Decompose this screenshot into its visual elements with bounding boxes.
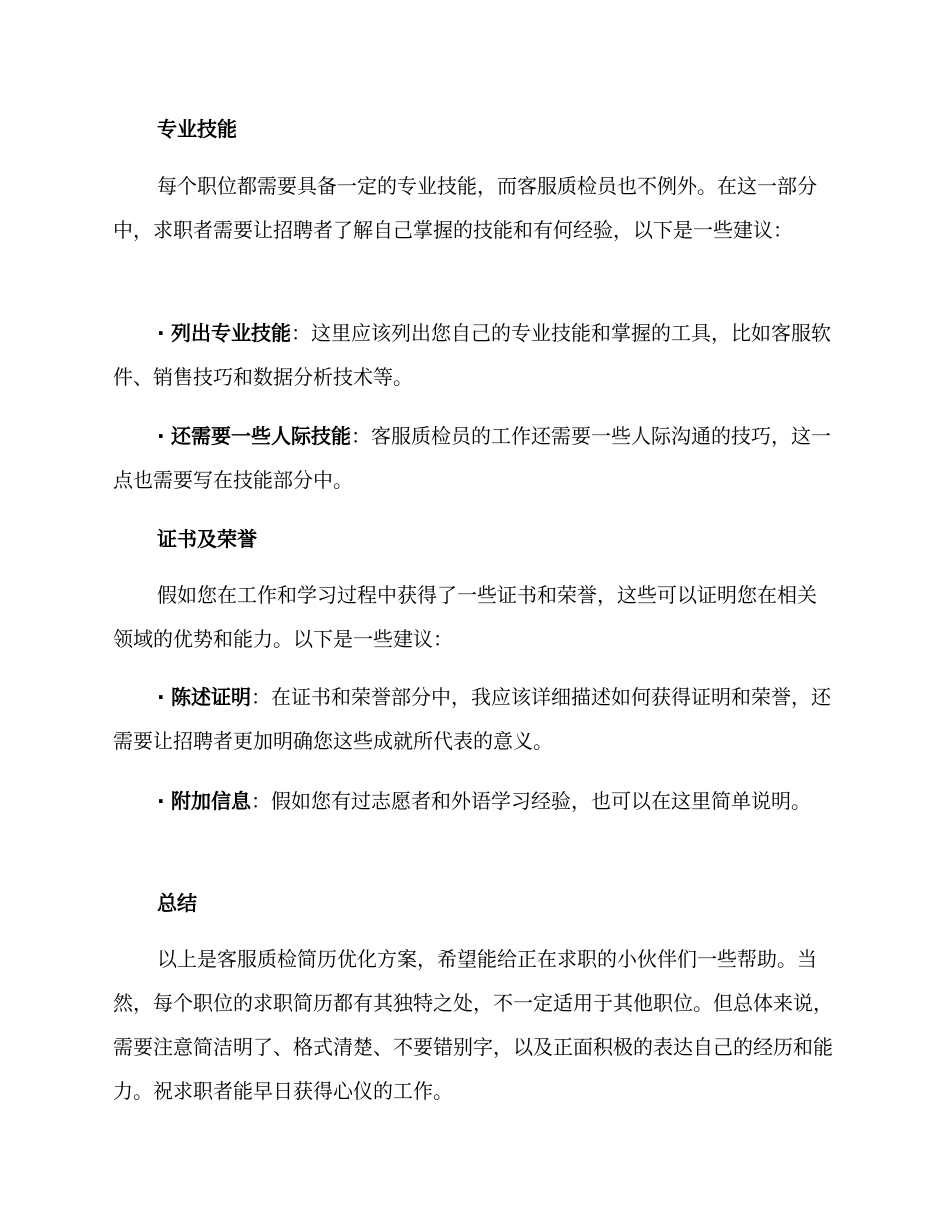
bullet-label: 附加信息 (170, 789, 251, 813)
bullet-marker: · (157, 789, 165, 813)
bullet-text: ：在证书和荣誉部分中，我应该详细描述如何获得证明和荣誉，还需要让招聘者更加明确您这些成就所代表的意义。 (113, 685, 831, 753)
bullet-item (113, 789, 811, 813)
section-intro-certificates: 假如您在工作和学习过程中获得了一些证书和荣誉，这些可以证明您在相关领域的优势和能力。以下是一些建议： (113, 583, 817, 651)
section-heading-summary: 总结 (157, 891, 197, 915)
bullet-text: ：客服质检员的工作还需要一些人际沟通的技巧，这一点也需要写在技能部分中。 (113, 424, 831, 492)
bullet-list-proof (113, 675, 833, 763)
bullet-item (113, 424, 831, 492)
bullet-text: ：这里应该列出您自己的专业技能和掌握的工具，比如客服软件、销售技巧和数据分析技术等。 (113, 321, 831, 389)
section-heading-skills: 专业技能 (157, 117, 237, 141)
bullet-marker: · (157, 321, 165, 345)
bullet-label: 列出专业技能 (170, 321, 291, 345)
bullet-label: 还需要一些人际技能 (170, 424, 351, 448)
bullet-text: ：假如您有过志愿者和外语学习经验，也可以在这里简单说明。 (250, 789, 811, 813)
bullet-marker: · (157, 424, 165, 448)
bullet-item (113, 685, 831, 753)
bullet-label: 陈述证明 (170, 685, 251, 709)
section-heading-certificates: 证书及荣誉 (157, 527, 257, 551)
bullet-list-interpersonal (113, 414, 833, 502)
bullet-list-extra (113, 779, 833, 823)
section-summary-text: 以上是客服质检简历优化方案，希望能给正在求职的小伙伴们一些帮助。当然，每个职位的求职简历都有其独特之处，不一定适用于其他职位。但总体来说，需要注意简洁明了、格式清楚、不要错别字，以及正面积极的表达自己的经历和能力。祝求职者能早日获得心仪的工作。 (113, 947, 833, 1103)
bullet-item (113, 321, 831, 389)
bullet-marker: · (157, 685, 165, 709)
bullet-list-skills (113, 311, 833, 399)
section-intro-skills: 每个职位都需要具备一定的专业技能，而客服质检员也不例外。在这一部分中，求职者需要让招聘者了解自己掌握的技能和有何经验，以下是一些建议： (113, 174, 817, 242)
